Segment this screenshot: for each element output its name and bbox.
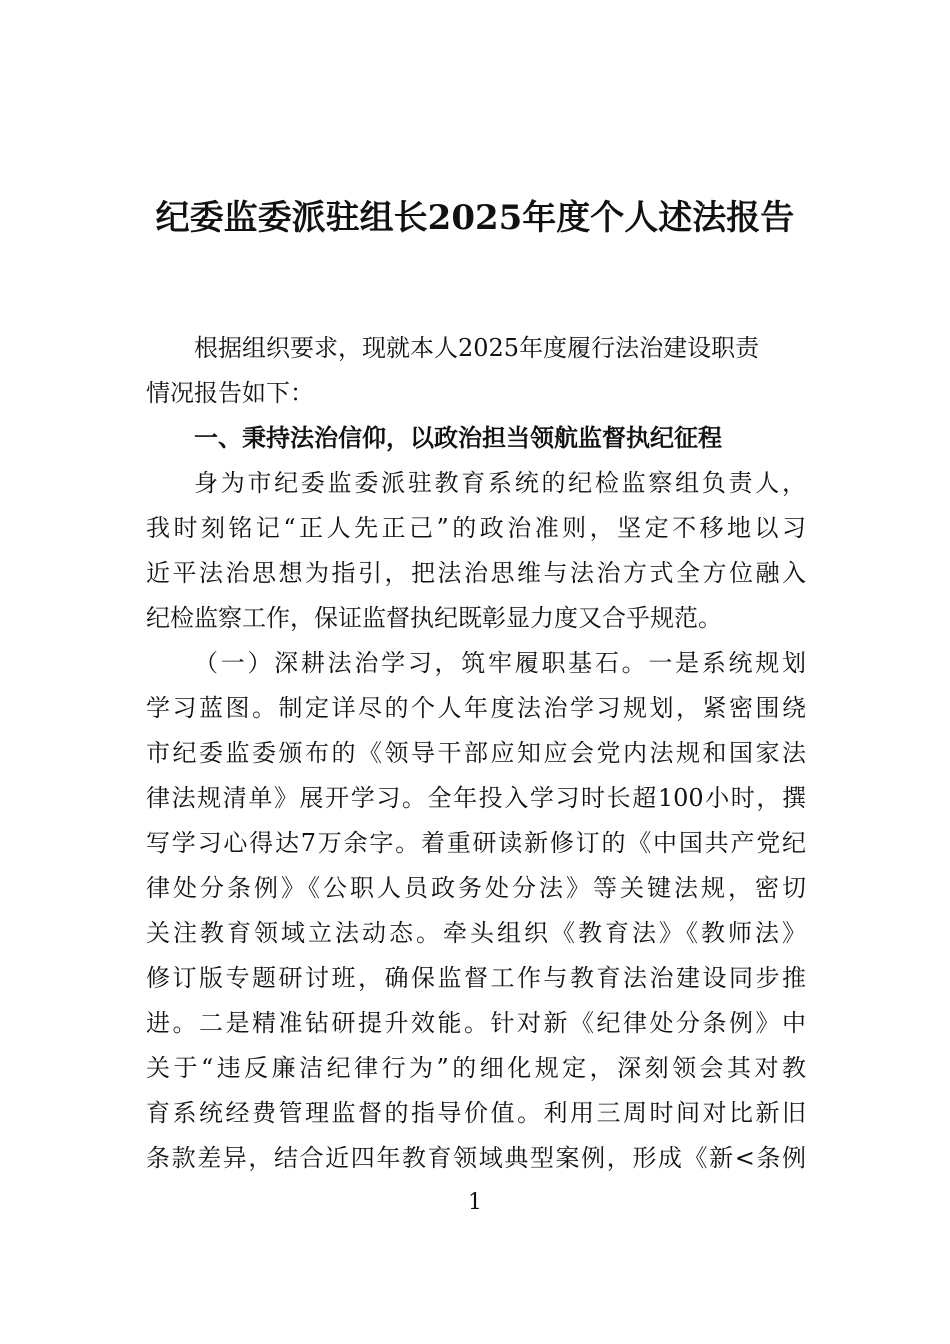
paragraph-line: 学习蓝图。制定详尽的个人年度法治学习规划，紧密围绕 bbox=[146, 694, 806, 722]
paragraph-line: 身为市纪委监委派驻教育系统的纪检监察组负责人， bbox=[194, 469, 806, 497]
paragraph-line: 律处分条例》《公职人员政务处分法》等关键法规，密切 bbox=[146, 874, 806, 902]
paragraph-line: 我时刻铭记“正人先正己”的政治准则，坚定不移地以习 bbox=[146, 514, 806, 542]
paragraph-line: 情况报告如下： bbox=[146, 379, 314, 407]
paragraph-line: 育系统经费管理监督的指导价值。利用三周时间对比新旧 bbox=[146, 1099, 806, 1127]
document-title: 纪委监委派驻组长2025年度个人述法报告 bbox=[155, 198, 795, 238]
paragraph-line: 纪检监察工作，保证监督执纪既彰显力度又合乎规范。 bbox=[146, 604, 722, 632]
paragraph-line: 市纪委监委颁布的《领导干部应知应会党内法规和国家法 bbox=[146, 739, 806, 767]
document-body bbox=[146, 326, 806, 1181]
paragraph-line: 进。二是精准钻研提升效能。针对新《纪律处分条例》中 bbox=[146, 1009, 806, 1037]
paragraph-line: 写学习心得达7万余字。着重研读新修订的《中国共产党纪 bbox=[146, 829, 806, 857]
paragraph-line: 条款差异，结合近四年教育领域典型案例，形成《新<条例 bbox=[146, 1144, 806, 1172]
paragraph-line: 关于“违反廉洁纪律行为”的细化规定，深刻领会其对教 bbox=[146, 1054, 806, 1082]
paragraph-line: 律法规清单》展开学习。全年投入学习时长超100小时，撰 bbox=[146, 784, 806, 812]
paragraph-line: 修订版专题研讨班，确保监督工作与教育法治建设同步推 bbox=[146, 964, 806, 992]
section-heading: 一、秉持法治信仰，以政治担当领航监督执纪征程 bbox=[194, 424, 722, 452]
paragraph-line: 关注教育领域立法动态。牵头组织《教育法》《教师法》 bbox=[146, 919, 806, 947]
paragraph-line: 近平法治思想为指引，把法治思维与法治方式全方位融入 bbox=[146, 559, 806, 587]
paragraph-line: 根据组织要求，现就本人2025年度履行法治建设职责 bbox=[194, 334, 760, 362]
page-number: 1 bbox=[468, 1190, 482, 1215]
paragraph-line: （一）深耕法治学习，筑牢履职基石。一是系统规划 bbox=[194, 649, 806, 677]
